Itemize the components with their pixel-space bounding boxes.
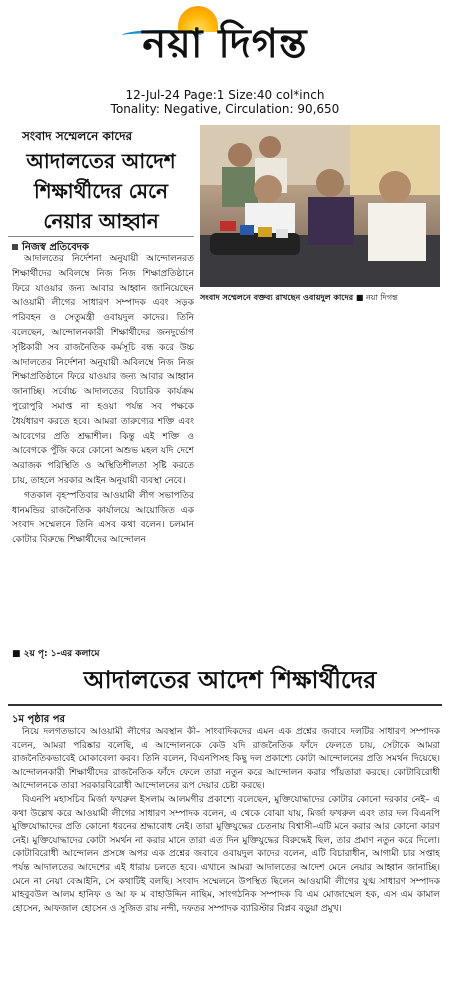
divider bbox=[8, 236, 194, 237]
continued-body bbox=[12, 726, 440, 1002]
clip-meta-line2: Tonality: Negative, Circulation: 90,650 bbox=[110, 102, 340, 116]
caption-text: সংবাদ সম্মেলনে বক্তব্য রাখছেন ওবায়দুল কাদের bbox=[200, 293, 354, 302]
masthead bbox=[0, 0, 450, 84]
article-kicker: সংবাদ সম্মেলনে কাদের bbox=[22, 129, 133, 143]
article-headline: আদালতের আদেশ শিক্ষার্থীদের মেনে নেয়ার আহ্বান bbox=[26, 149, 176, 233]
article-paragraph: আদালতের নির্দেশনা অনুযায়ী আন্দোলনরত শিক্ষার্থীদের অবিলম্বে নিজ নিজ শিক্ষাপ্রতিষ্ঠানে ফিরে যাওয়ার জন্য আবার আহ্বান জানিয়েছেন আওয়ামী লীগের সাধারণ সম্পাদক এবং সড়ক পরিবহন ও সেতুমন্ত্রী ওবায়দুল কাদের। তিনি বলেছেন, আন্দোলনকারী শিক্ষার্থীদের জনদুর্ভোগ সৃষ্টিকারী সব রাজনৈতিক কর্মসূচি বন্ধ করে উচ্চ আদালতের নির্দেশনা অনুযায়ী অবিলম্বে নিজ নিজ শিক্ষাপ্রতিষ্ঠানে ফিরে যাওয়ার জন্য আবার আহ্বান জানাচ্ছি। সর্বোচ্চ আদালতের বিচারিক কার্যক্রম পুরোপুরি সমাপ্ত না হওয়া পর্যন্ত সব পক্ষকে ধৈর্যধারণ করতে হবে। আমরা তারুণ্যের শক্তি এবং আবেগের প্রতি শ্রদ্ধাশীল। কিন্তু এই শক্তি ও আবেগকে পুঁজি করে কোনো অশুভ মহল যদি দেশে অরাজক পরিস্থিতি ও অস্থিতিশীলতা সৃষ্টি করতে চায়, তাহলে সরকার আইন অনুযায়ী ব্যবস্থা নেবে। bbox=[12, 254, 194, 486]
byline-text: নিজস্ব প্রতিবেদক bbox=[22, 242, 90, 253]
continued-from-label: ১ম পৃষ্ঠার পর bbox=[12, 714, 65, 725]
newspaper-logo: নয়া দিগন্ত bbox=[142, 20, 308, 67]
continued-paragraph: নিয়ে দলগতভাবে আওয়ামী লীগের অবস্থান কী– সাংবাদিকদের এমন এক প্রশ্নের জবাবে দলটির সাধারণ সম্পাদক বলেন, আমরা পরিষ্কার বলেছি, এ আন্দোলনকে কেউ যদি রাজনৈতিক ফাঁদে ফেলতে চায়, সেটাকে আমরা রাজনৈতিকভাবেই মোকাবেলা করব। তিনি বলেন, বিএনপিসহ কিছু দল প্রকাশ্যে কোটা আন্দোলনের প্রতি সমর্থন দিয়েছে। আন্দোলনকারী শিক্ষার্থীদের রাজনৈতিক ফাঁদে ফেলে তারা নতুন করে আন্দোলন করার পাঁয়তারা করছে। কোটাবিরোধী আন্দোলনকে তারা সরকারবিরোধী আন্দোলনের রূপ দেয়ার চেষ্টা করছে। bbox=[12, 727, 440, 792]
clip-meta-line1: 12-Jul-24 Page:1 Size:40 col*inch bbox=[125, 88, 325, 102]
continued-headline: আদালতের আদেশ শিক্ষার্থীদের bbox=[83, 665, 377, 694]
divider bbox=[8, 704, 442, 706]
photo-caption bbox=[200, 292, 445, 304]
continuation-note: ■ ২য় পৃ: ১-এর কলামে bbox=[12, 649, 100, 659]
photo-illustration bbox=[200, 125, 440, 287]
press-conference-photo bbox=[200, 125, 440, 287]
article-paragraph: গতকাল বৃহস্পতিবার আওয়ামী লীগ সভাপতির ধানমন্ডির রাজনৈতিক কার্যালয়ে আয়োজিত এক সংবাদ সম্মেলনে তিনি এসব কথা বলেন। চলমান কোটার বিরুদ্ধে শিক্ষার্থীদের আন্দোলন bbox=[12, 490, 194, 546]
bullet-square-icon bbox=[12, 244, 18, 250]
article-body bbox=[12, 252, 194, 644]
continued-paragraph: বিএনপি মহাসচিব মির্জা ফখরুল ইসলাম আলমগীর প্রকাশ্যে বলেছেন, মুক্তিযোদ্ধাদের কোটার কোনো দরকার নেই– এ কথা উল্লেখ করে আওয়ামী লীগের সাধারণ সম্পাদক বলেন, এ থেকে বোঝা যায়, মির্জা ফখরুল এবং তার দল বিএনপি মুক্তিযোদ্ধাদের প্রতি কোনো ধরনের শ্রদ্ধাবোধ নেই। তারা মুক্তিযুদ্ধের চেতনায় বিশ্বাসী–এটি মনে করার আর কোনো কারণ নেই। মুক্তিযোদ্ধাদের কোটা সমর্থন না করার মানে তারা এত দিন মুক্তিযুদ্ধের বিরুদ্ধেই ছিল, তার প্রমাণ নতুন করে দিলো। কোটাবিরোধী আন্দোলন প্রসঙ্গে অপর এক প্রশ্নের জবাবে ওবায়দুল কাদের বলেন, এটি বিচারাধীন, আগামী চার সপ্তাহ পর্যন্ত আদালতের আদেশের এই ধারায় চলতে হবে। এখানে আমরা আদালতের আদেশ মেনে নেয়ার আহ্বান জানাচ্ছি। মেনে না নেয়া বেআইনি, সে কথাটিই বলছি। সংবাদ সম্মেলনে উপস্থিত ছিলেন আওয়ামী লীগের যুগ্ম সাধারণ সম্পাদক মাহবুবউল আলম হানিফ ও আ ফ ম বাহাউদ্দিন নাছিম, সাংগঠনিক সম্পাদক বি এম মোজাম্মেল হক, এস এম কামাল হোসেন, আফজাল হোসেন ও সুজিত রায় নন্দী, দফতর সম্পাদক ব্যারিস্টার বিপ্লব বড়ুয়া প্রমুখ। bbox=[12, 794, 440, 914]
photo-credit: ■ নয়া দিগন্ত bbox=[355, 293, 398, 302]
